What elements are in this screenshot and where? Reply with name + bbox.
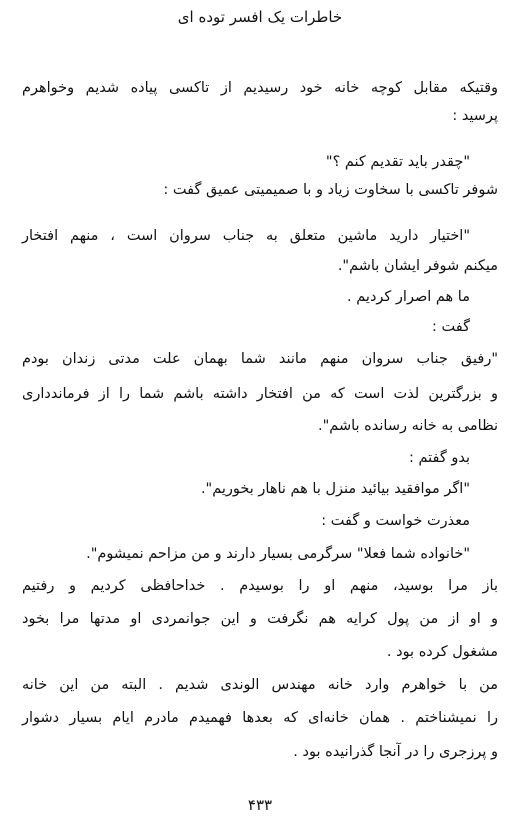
text-line: معذرت خواست و گفت : <box>321 513 470 529</box>
text-line: و پرزجری را در آنجا گذرانیده بود . <box>293 744 498 760</box>
text-line: ما هم اصرار کردیم . <box>347 289 470 305</box>
page-number: ۴۳۳ <box>247 796 273 814</box>
text-line: باز مرا بوسید، منهم او را بوسیدم . خداحافظی کردیم و رفتیم <box>22 578 498 594</box>
text-line: "اگر موافقید بیائید منزل با هم ناهار بخوریم". <box>200 481 470 497</box>
text-line: و بزرگترین لذت است که من افتخار داشته باشم شما را از فرماندداری <box>22 386 498 402</box>
text-line: "رفیق جناب سروان منهم مانند شما بهمان علت مدتی زندان بودم <box>22 351 498 367</box>
text-line: میکنم شوفر ایشان باشم". <box>337 258 498 274</box>
text-line: "خانواده شما فعلا" سرگرمی بسیار دارند و من مزاحم نمیشوم". <box>86 546 470 562</box>
text-line: "اختیار دارید ماشین متعلق به جناب سروان است ، منهم افتخار <box>22 228 470 244</box>
text-line: مشغول کرده بود . <box>386 644 498 660</box>
text-line: را نمیشناختم . همان خانه‌ای که بعدها فهمیدم مادرم ایام بسیار دشوار <box>22 710 498 726</box>
text-line: پرسید : <box>452 108 498 124</box>
text-line: "چقدر باید تقدیم کنم ؟" <box>325 154 470 170</box>
text-line: بدو گفتم : <box>408 450 470 466</box>
text-line: من با خواهرم وارد خانه مهندس الوندی شدیم . البته من این خانه <box>22 677 498 693</box>
text-line: نظامی به خانه رسانده باشم". <box>318 418 498 434</box>
text-line: وقتیکه مقابل کوچه خانه خود رسیدیم از تاکسی پیاده شدیم وخواهرم <box>22 80 498 96</box>
text-line: گفت : <box>432 319 470 335</box>
text-line: شوفر تاکسی با سخاوت زیاد و با صمیمیتی عمیق گفت : <box>163 182 498 198</box>
text-line: و او از من پول کرایه هم نگرفت و این جوانمردی او مدتها مرا بخود <box>22 611 498 627</box>
running-header: خاطرات یک افسر توده ای <box>177 8 343 26</box>
